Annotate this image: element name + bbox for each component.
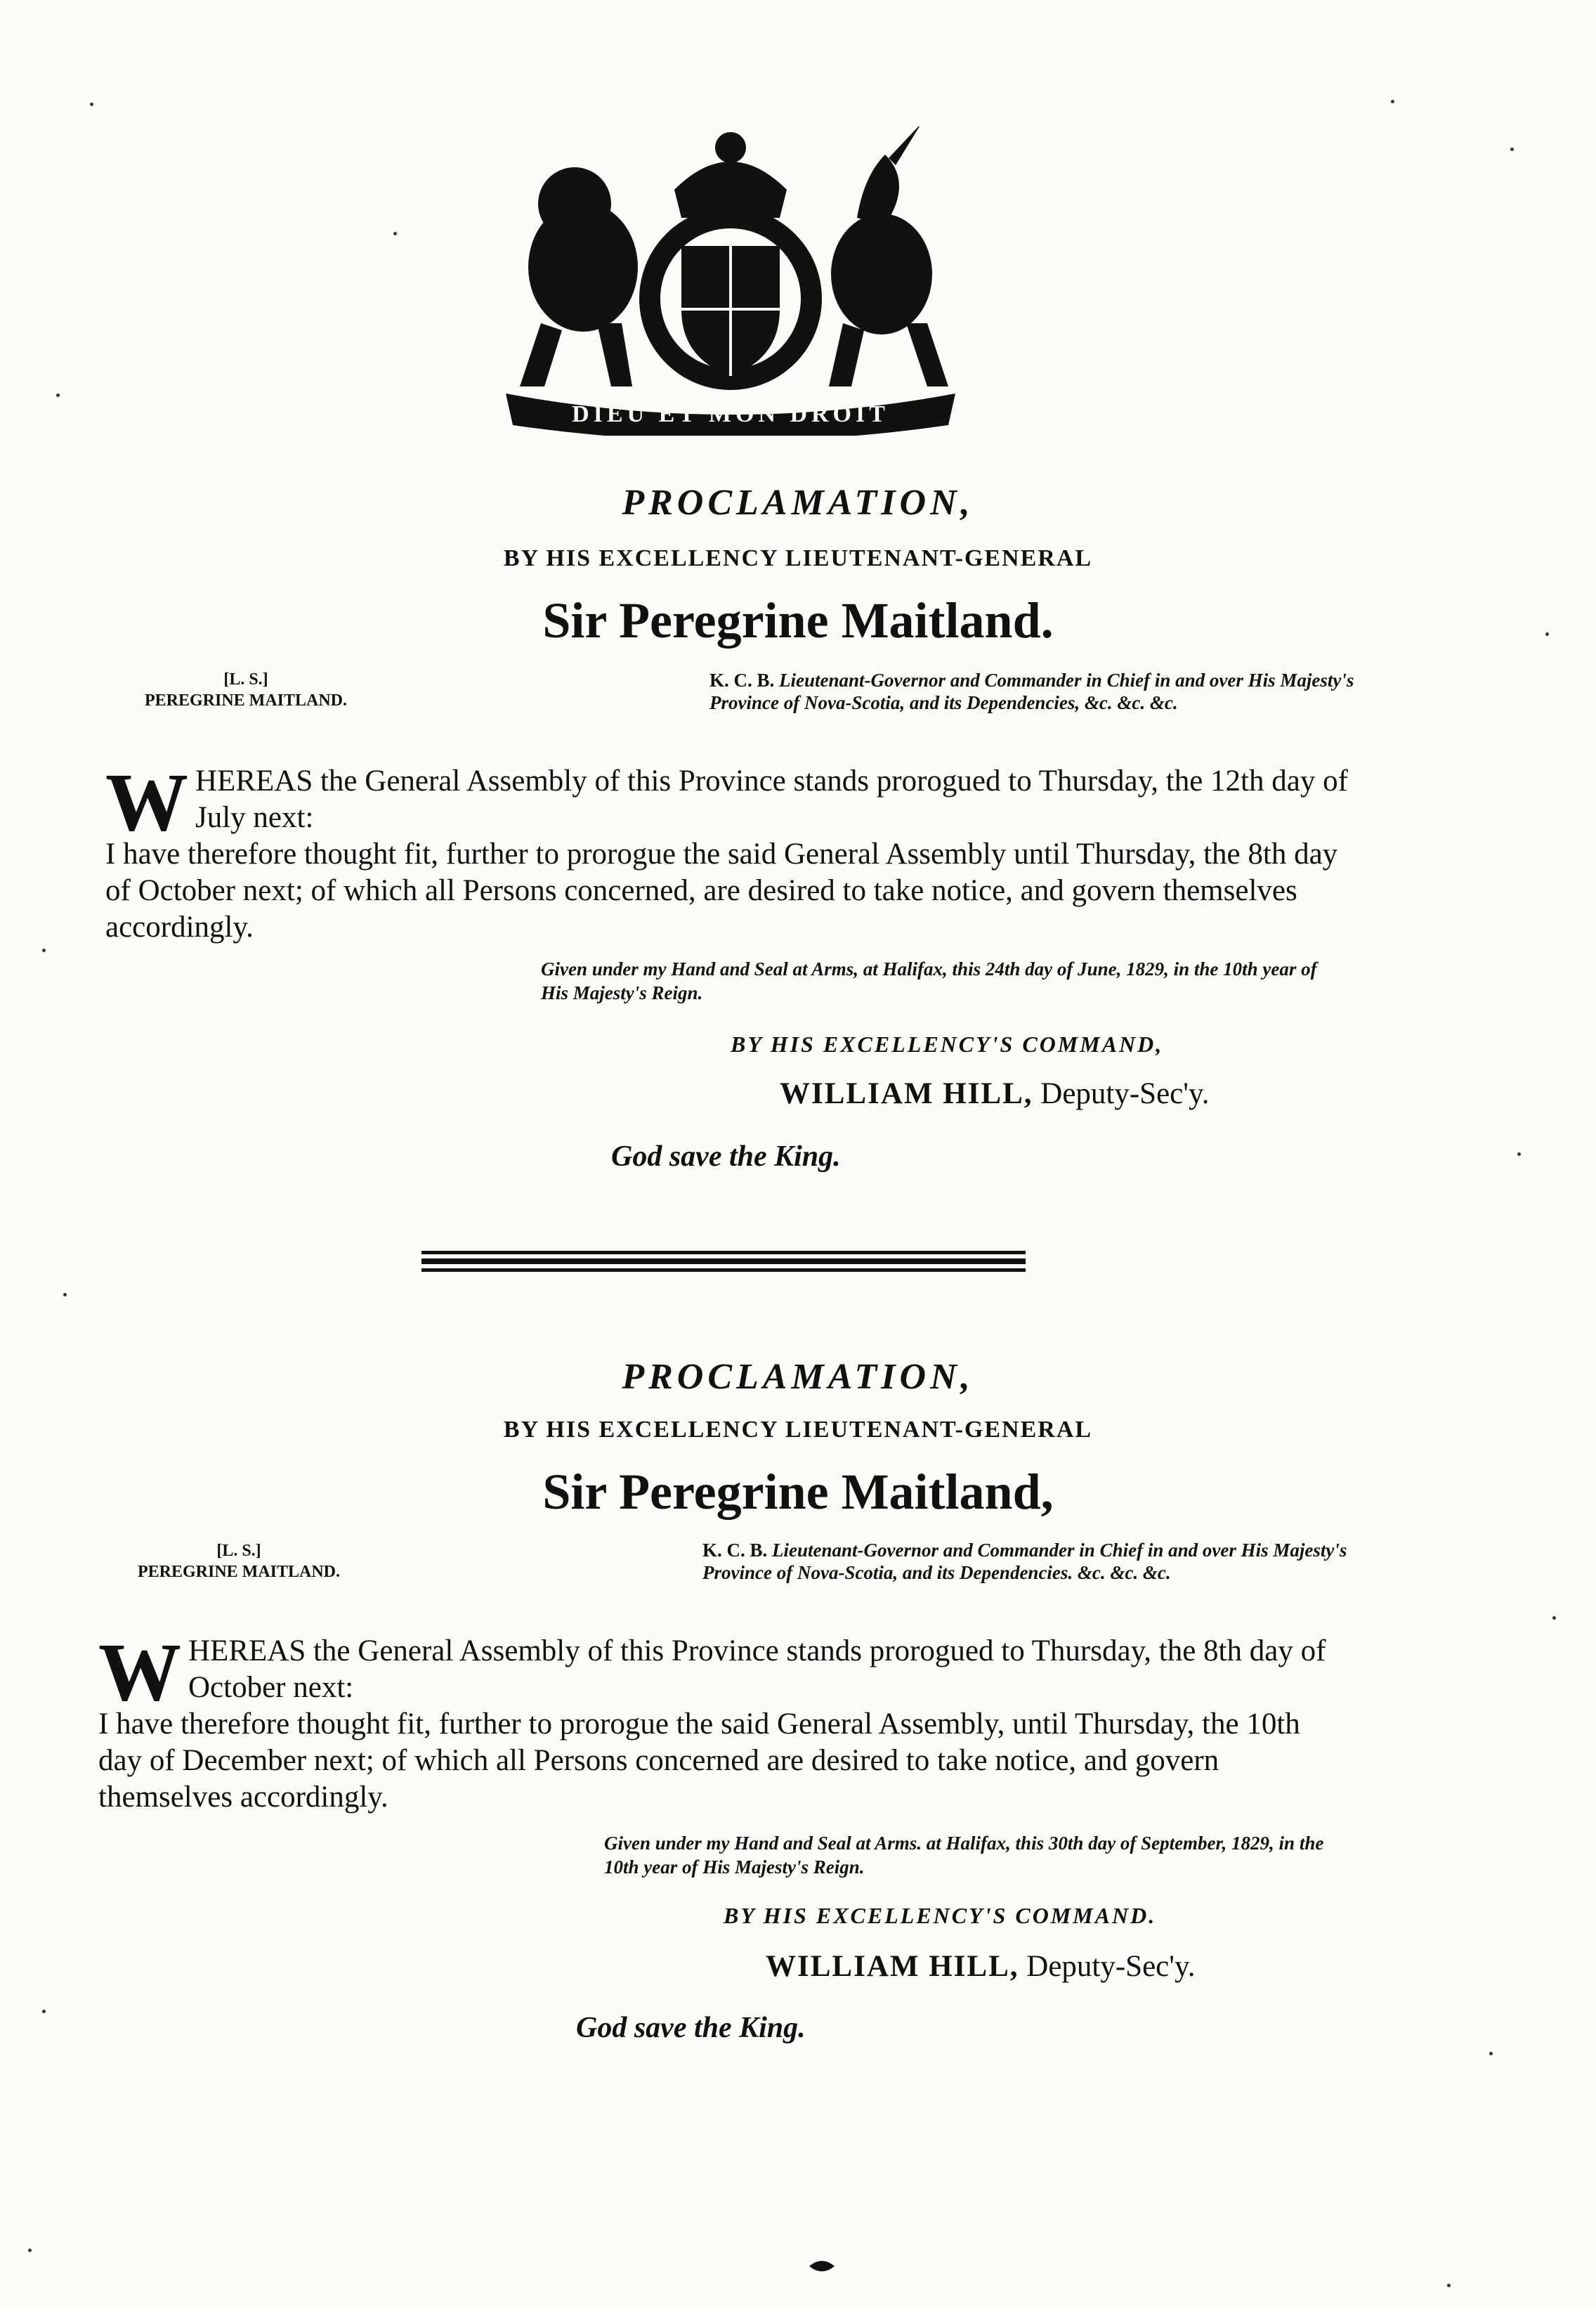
seal-mark: [L. S.]	[216, 1542, 261, 1560]
signer-title: Deputy-Sec'y.	[1040, 1077, 1210, 1110]
proclamation-2-god-save: God save the King.	[576, 2012, 806, 2044]
signer-name: WILLIAM HILL,	[780, 1077, 1033, 1110]
proclamation-2-style	[702, 1539, 1363, 1584]
proclamation-2-command: BY HIS EXCELLENCY'S COMMAND.	[724, 1903, 1157, 1928]
proclamation-2-byline: BY HIS EXCELLENCY LIEUTENANT-GENERAL	[503, 1417, 1093, 1443]
drop-cap: W	[105, 756, 188, 848]
proclamation-1-signer	[780, 1077, 1209, 1111]
drop-cap: W	[98, 1626, 181, 1718]
proclamation-1-body	[105, 756, 1349, 946]
proclamation-1-title: PROCLAMATION,	[622, 483, 974, 523]
proclamation-1-given: Given under my Hand and Seal at Arms, at Halifax, this 24th day of June, 1829, in the 10th year of His Majesty's Reign.	[541, 958, 1317, 1003]
signer-title: Deputy-Sec'y.	[1026, 1950, 1196, 1983]
whereas-paragraph: HEREAS the General Assembly of this Province stands prorogued to Thursday, the 12th day of July next:	[195, 765, 1348, 834]
proclamation-1-seal	[98, 669, 393, 711]
coat-of-arms-icon	[492, 126, 969, 436]
proclamation-1-god-save: God save the King.	[611, 1140, 841, 1173]
style-text: Lieutenant-Governor and Commander in Chief in and over His Majesty's Province of Nova-Scotia, and its Dependencies. &c. &c. &c.	[702, 1540, 1347, 1583]
proclamation-2-title: PROCLAMATION,	[622, 1357, 974, 1397]
seal-mark: [L. S.]	[223, 670, 268, 689]
proclamation-2-seal	[84, 1540, 393, 1582]
whereas-paragraph: HEREAS the General Assembly of this Province stands prorogued to Thursday, the 8th day of October next:	[188, 1634, 1326, 1704]
proclamation-1-command: BY HIS EXCELLENCY'S COMMAND,	[731, 1032, 1164, 1057]
style-lead: K. C. B.	[709, 670, 775, 691]
proclamation-1-style	[709, 669, 1363, 714]
signer-name: WILLIAM HILL,	[766, 1950, 1019, 1983]
proclamation-1-name: Sir Peregrine Maitland.	[542, 592, 1054, 649]
proclamation-2-body	[98, 1626, 1349, 1816]
prorogue-paragraph: I have therefore thought fit, further to prorogue the said General Assembly, until Thursday, the 10th day of December next; of which all Persons concerned are desired to take notice, and govern themselves accordingly.	[98, 1708, 1300, 1814]
style-text: Lieutenant-Governor and Commander in Chief in and over His Majesty's Province of Nova-Scotia, and its Dependencies, &c. &c. &c.	[709, 670, 1354, 713]
royal-motto: DIEU ET MON DROIT	[572, 401, 889, 427]
style-lead: K. C. B.	[702, 1540, 768, 1561]
prorogue-paragraph: I have therefore thought fit, further to prorogue the said General Assembly until Thursday, the 8th day of October next; of which all Persons concerned, are desired to take notice, and govern themselves accordingly.	[105, 838, 1338, 944]
seal-signature: PEREGRINE MAITLAND.	[144, 691, 348, 710]
proclamation-2-name: Sir Peregrine Maitland,	[542, 1464, 1054, 1520]
seal-signature: PEREGRINE MAITLAND.	[137, 1563, 341, 1581]
proclamation-1-byline: BY HIS EXCELLENCY LIEUTENANT-GENERAL	[503, 545, 1093, 571]
proclamation-2-signer	[766, 1949, 1195, 1984]
proclamation-2-given: Given under my Hand and Seal at Arms. at Halifax, this 30th day of September, 1829, in the 10th year of His Majesty's Reign.	[604, 1833, 1324, 1878]
section-divider	[421, 1251, 1026, 1272]
printers-ornament-icon	[808, 2256, 836, 2277]
royal-coat-of-arms	[492, 126, 969, 436]
